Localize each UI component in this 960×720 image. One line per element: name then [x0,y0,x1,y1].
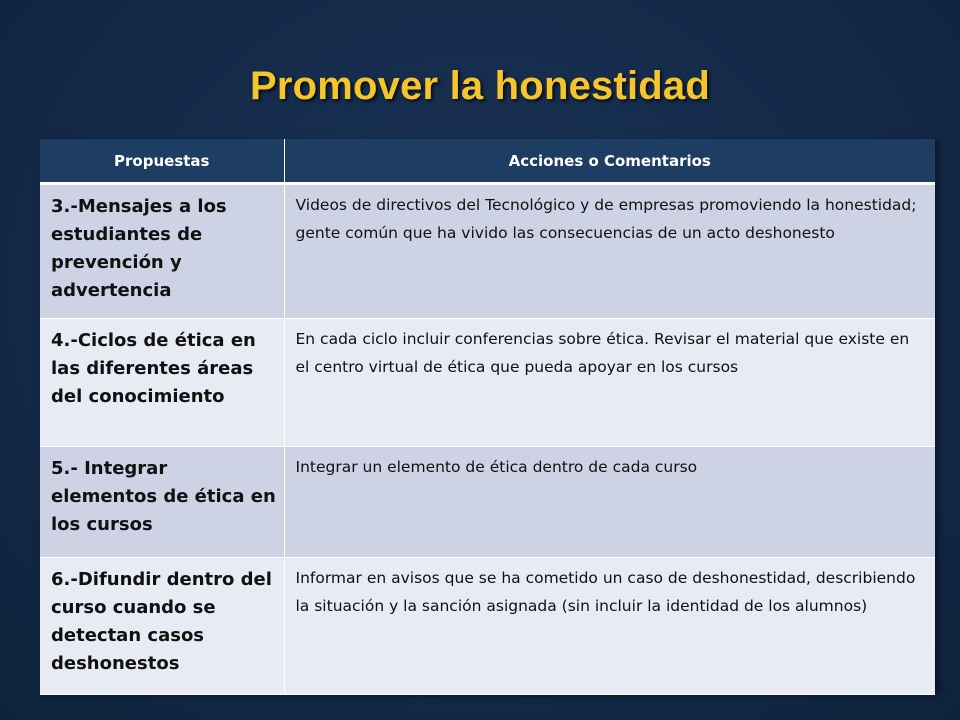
table-row [40,558,935,695]
table-header-row [40,139,935,184]
propuesta-text: 4.-Ciclos de ética en las diferentes áreas del conocimiento [51,330,256,407]
propuesta-text: 5.- Integrar elementos de ética en los cursos [51,458,276,535]
accion-cell [284,184,935,319]
accion-text: En cada ciclo incluir conferencias sobre ética. Revisar el material que existe en el centro virtual de ética que pueda apoyar en los cursos [295,330,910,376]
table-row [40,447,935,558]
proposals-table [40,139,935,695]
accion-text: Videos de directivos del Tecnológico y de empresas promoviendo la honestidad; gente común que ha vivido las consecuencias de un acto deshonesto [295,196,917,242]
table-row [40,184,935,319]
propuesta-text: 6.-Difundir dentro del curso cuando se detectan casos deshonestos [51,569,272,674]
accion-text: Integrar un elemento de ética dentro de cada curso [295,458,698,476]
propuesta-cell [40,447,284,558]
proposals-table-container [40,139,935,692]
header-acciones: Acciones o Comentarios [284,139,935,184]
propuesta-cell [40,558,284,695]
slide-title: Promover la honestidad [249,64,711,108]
accion-cell [284,558,935,695]
propuesta-cell [40,184,284,319]
accion-cell [284,447,935,558]
accion-text: Informar en avisos que se ha cometido un caso de deshonestidad, describiendo la situación y la sanción asignada (sin incluir la identidad de los alumnos) [295,569,916,615]
table-row [40,319,935,447]
header-propuestas: Propuestas [40,139,284,184]
accion-cell [284,319,935,447]
propuesta-text: 3.-Mensajes a los estudiantes de prevención y advertencia [51,196,227,301]
propuesta-cell [40,319,284,447]
